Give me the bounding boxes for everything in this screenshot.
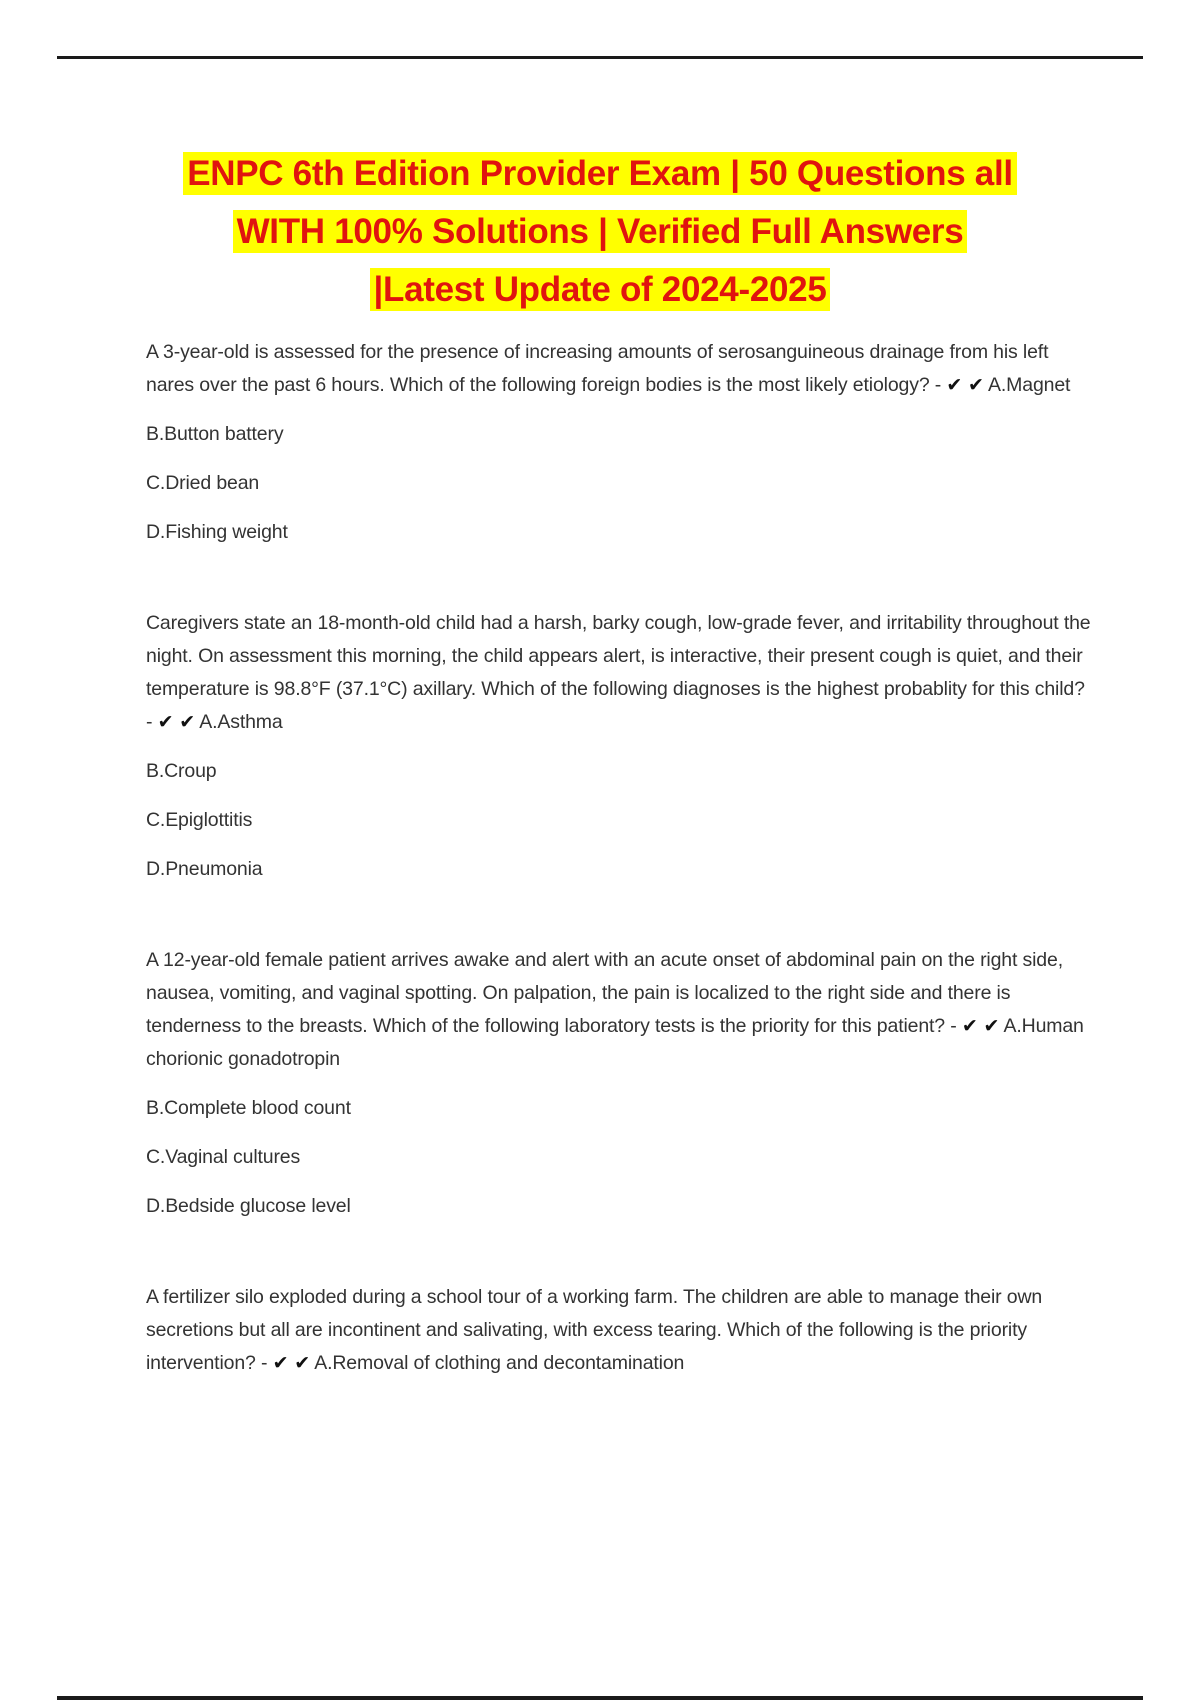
answer-option: B.Complete blood count [146,1097,351,1119]
question-stem: A 3-year-old is assessed for the presence of increasing amounts of serosanguineous drainage from his left nares over the past 6 hours. Which of the following foreign bodies is the most likely etiology? - ✔ ✔ A.Magnet [146,341,1071,396]
answer-option: C.Vaginal cultures [146,1146,301,1168]
header-rule [57,56,1143,59]
question-block-3 [146,944,1096,1223]
check-icon: ✔ ✔ [272,1352,311,1374]
answer-option: D.Fishing weight [146,521,288,543]
answer-option: B.Croup [146,760,217,782]
answer-option: B.Button battery [146,423,284,445]
title-line-2: WITH 100% Solutions | Verified Full Answers [233,210,968,253]
title-line-3: |Latest Update of 2024-2025 [370,268,831,311]
question-stem: Caregivers state an 18-month-old child had a harsh, barky cough, low-grade fever, and irritability throughout the night. On assessment this morning, the child appears alert, is interactive, their present cough is quiet, and their temperature is 98.8°F (37.1°C) axillary. Which of the following diagnoses is the highest probablity for this child? - ✔ ✔ A.Asthma [146,612,1091,733]
answer-option: D.Bedside glucose level [146,1195,351,1217]
question-block-2 [146,607,1096,886]
answer-option: D.Pneumonia [146,858,263,880]
correct-answer: A.Asthma [199,711,283,733]
check-icon: ✔ ✔ [946,374,984,396]
question-stem: A fertilizer silo exploded during a school tour of a working farm. The children are able to manage their own secretions but all are incontinent and salivating, with excess tearing. Which of the following is the priority intervention? - ✔ ✔ A.Removal of clothing and decontamination [146,1286,1043,1374]
footer-rule [57,1696,1143,1700]
question-stem: A 12-year-old female patient arrives awake and alert with an acute onset of abdominal pain on the right side, nausea, vomiting, and vaginal spotting. On palpation, the pain is localized to the right side and there is tenderness to the breasts. Which of the following laboratory tests is the priority for this patient? - ✔ ✔ A.Human chorionic gonadotropin [146,949,1084,1070]
title-line-1: ENPC 6th Edition Provider Exam | 50 Questions all [183,152,1017,195]
document-title [0,145,1200,319]
question-block-4 [146,1281,1096,1380]
correct-answer: A.Magnet [988,374,1071,396]
correct-answer: A.Human chorionic gonadotropin [146,1015,1084,1070]
correct-answer: A.Removal of clothing and decontamination [314,1352,685,1374]
answer-option: C.Epiglottitis [146,809,253,831]
check-icon: ✔ ✔ [157,711,196,733]
answer-option: C.Dried bean [146,472,260,494]
question-block-1 [146,336,1096,549]
question-list [146,336,1096,1440]
check-icon: ✔ ✔ [961,1015,1000,1037]
